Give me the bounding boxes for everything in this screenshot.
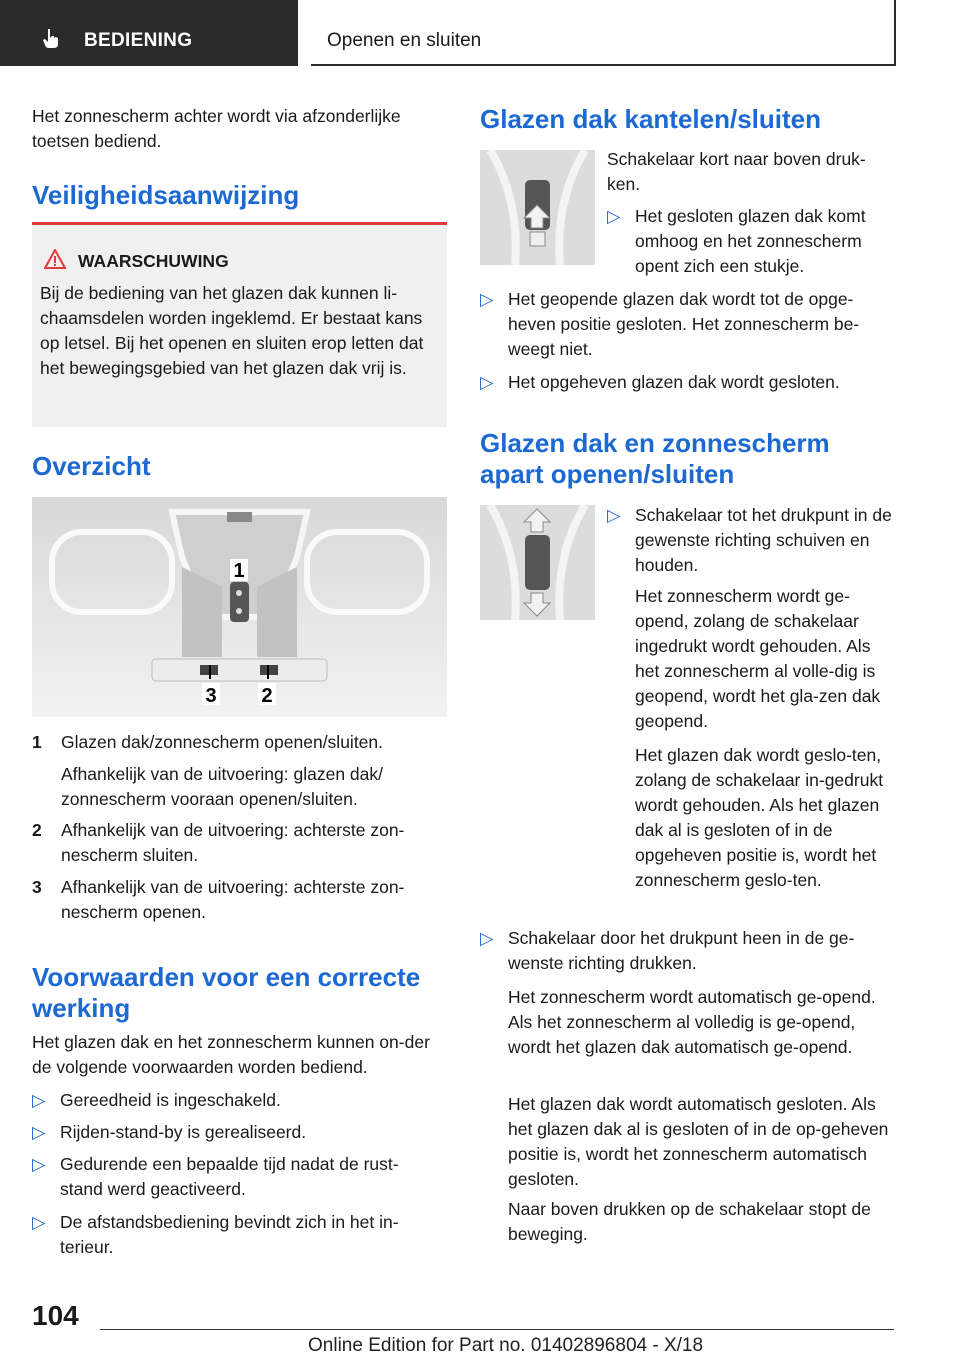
heading-safety: Veiligheidsaanwijzing [32, 180, 300, 210]
heading-separate: Glazen dak en zonnescherm apart openen/sluiten [480, 428, 830, 489]
edition-text: Online Edition for Part no. 01402896804 - X/18 [308, 1335, 704, 1356]
svg-text:3: 3 [205, 685, 217, 707]
switch-up-down-illustration [480, 505, 595, 620]
section-tab [0, 0, 298, 66]
callout-1 [230, 559, 248, 582]
tilt-switch-image [480, 150, 595, 265]
chapter-tab [311, 0, 896, 66]
separate-paragraph-3: Het zonnescherm wordt automatisch ge-opend. Als het zonnescherm al volledig is ge-opend, wordt het glazen dak automatisch ge-opend. [508, 987, 876, 1057]
separate-paragraph-2: Het glazen dak wordt geslo-ten, zolang de schakelaar in-gedrukt wordt gehouden. Als het glazen dak al is gesloten of in de opgeheven positie is, wordt het zonnescherm geslo-ten. [635, 745, 884, 890]
warning-title: WAARSCHUWING [78, 251, 229, 271]
overview-image [32, 497, 447, 717]
legend-text-2: Afhankelijk van de uitvoering: achterste zon-nescherm sluiten. [61, 820, 405, 865]
footer-divider [100, 1329, 894, 1330]
heading-overview: Overzicht [32, 451, 151, 481]
separate-paragraph-1: Het zonnescherm wordt ge-opend, zolang de schakelaar ingedrukt wordt gehouden. Als het zonnescherm al volle-dig is geopend, wordt het gla-zen dak geopend. [635, 586, 881, 731]
chapter-label: Openen en sluiten [327, 30, 482, 51]
bullet-triangle-icon: ▷ [32, 1212, 46, 1232]
separate-paragraph-4: Het glazen dak wordt automatisch gesloten. Als het glazen dak al is gesloten of in de op-geheven positie is, wordt het zonnescherm automatisch gesloten. [508, 1094, 889, 1189]
page-header [0, 0, 960, 66]
bullet-triangle-icon: ▷ [480, 289, 494, 309]
bullet-triangle-icon: ▷ [32, 1090, 46, 1110]
page-number: 104 [32, 1300, 79, 1331]
svg-text:1: 1 [233, 560, 245, 582]
legend-number-1: 1 [32, 732, 42, 752]
bullet-triangle-icon: ▷ [480, 372, 494, 392]
bullet-triangle-icon: ▷ [480, 928, 494, 948]
tilt-text: Schakelaar kort naar boven druk-ken. [607, 149, 866, 194]
warning-triangle-icon [44, 249, 66, 269]
heading-tilt: Glazen dak kantelen/sluiten [480, 104, 821, 134]
svg-text:2: 2 [261, 685, 273, 707]
bullet-triangle-icon: ▷ [32, 1122, 46, 1142]
warning-box [32, 222, 447, 427]
separate-paragraph-5: Naar boven drukken op de schakelaar stopt de beweging. [508, 1199, 871, 1244]
bullet-triangle-icon: ▷ [607, 505, 621, 525]
separate-switch-image [480, 505, 595, 620]
callout-3 [202, 683, 220, 707]
bullet-triangle-icon: ▷ [607, 206, 621, 226]
warning-text: Bij de bediening van het glazen dak kunnen li-chaamsdelen worden ingeklemd. Er bestaat kans op letsel. Bij het openen en sluiten erop letten dat het bewegingsgebied van het glazen dak vrij is. [40, 283, 424, 378]
conditions-intro: Het glazen dak en het zonnescherm kunnen on-der de volgende voorwaarden worden bediend. [32, 1032, 430, 1077]
legend-number-3: 3 [32, 877, 42, 897]
legend-text-1: Glazen dak/zonnescherm openen/sluiten. [61, 732, 384, 752]
roof-console-illustration [32, 497, 447, 717]
bullet-triangle-icon: ▷ [32, 1154, 46, 1174]
switch-up-illustration [480, 150, 595, 265]
section-label: BEDIENING [84, 30, 193, 51]
intro-text: Het zonnescherm achter wordt via afzonderlijke toetsen bediend. [32, 106, 401, 151]
legend-text-3: Afhankelijk van de uitvoering: achterste zon-nescherm openen. [61, 877, 405, 922]
heading-conditions: Voorwaarden voor een correcte werking [32, 962, 421, 1023]
legend-number-2: 2 [32, 820, 42, 840]
callout-2 [258, 683, 276, 707]
legend-extra-1: Afhankelijk van de uitvoering: glazen dak/ zonnescherm vooraan openen/sluiten. [61, 764, 384, 809]
hand-pointer-icon [40, 27, 62, 49]
